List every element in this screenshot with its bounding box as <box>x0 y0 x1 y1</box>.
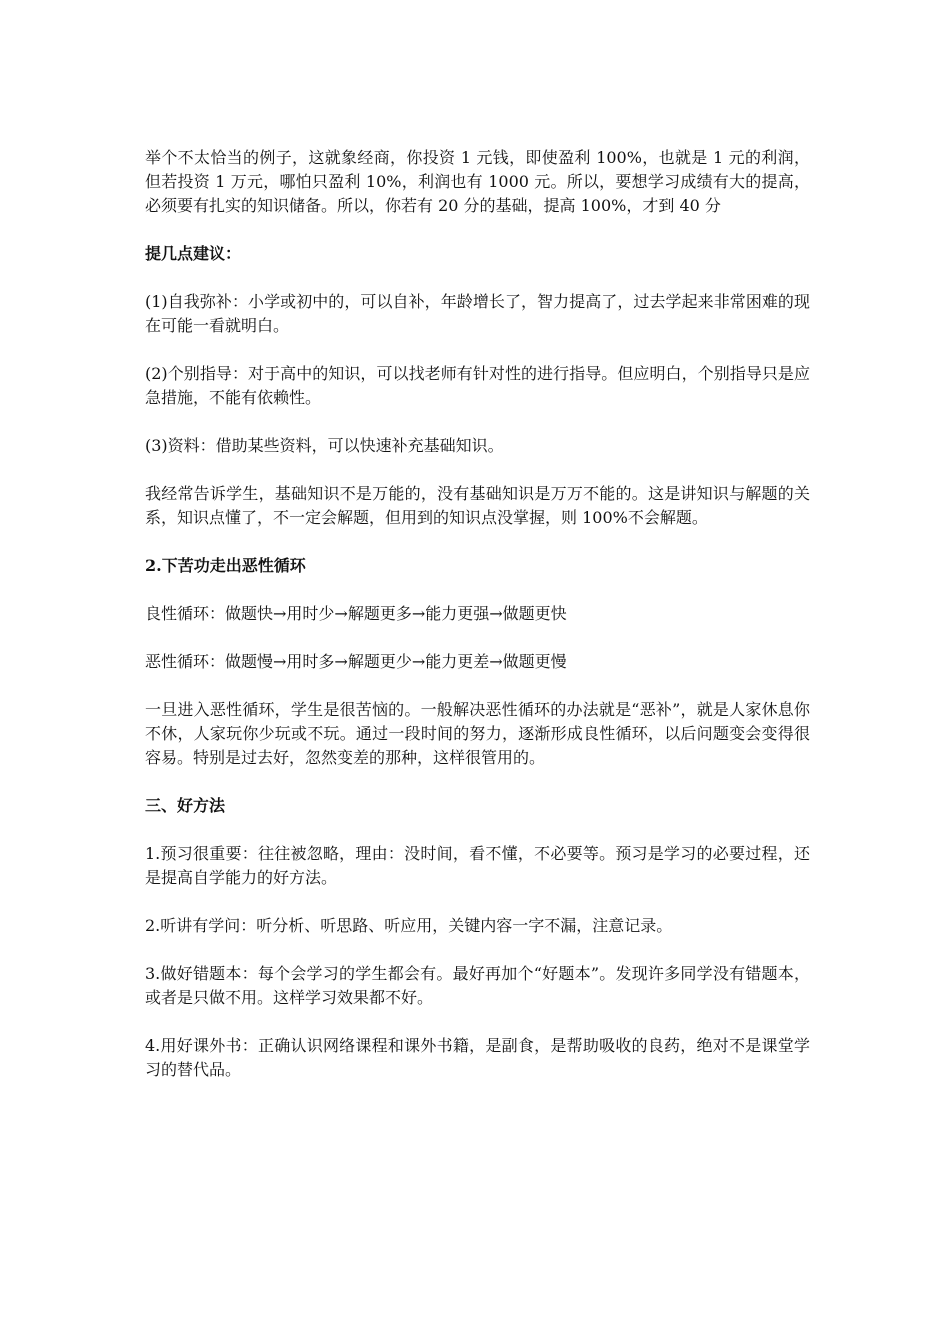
heading-suggestions: 提几点建议： <box>145 244 242 263</box>
paragraph-vicious-cycle: 恶性循环：做题慢→用时多→解题更少→能力更差→做题更慢 <box>145 652 567 671</box>
paragraph-preview: 1.预习很重要：往往被忽略，理由：没时间，看不懂，不必要等。预习是学习的必要过程，还是提高自学能力的好方法。 <box>145 844 810 887</box>
paragraph-extracurricular: 4.用好课外书：正确认识网络课程和课外书籍，是副食，是帮助吸收的良药，绝对不是课堂学习的替代品。 <box>145 1036 810 1079</box>
paragraph-escape-cycle: 一旦进入恶性循环，学生是很苦恼的。一般解决恶性循环的办法就是“恶补”，就是人家休息你不休，人家玩你少玩或不玩。通过一段时间的努力，逐渐形成良性循环，以后问题变会变得很容易。特别是过去好，忽然变差的那种，这样很管用的。 <box>145 700 810 767</box>
paragraph-materials: (3)资料：借助某些资料，可以快速补充基础知识。 <box>145 436 504 455</box>
paragraph-virtuous-cycle: 良性循环：做题快→用时少→解题更多→能力更强→做题更快 <box>145 604 567 623</box>
paragraph-basic-knowledge: 我经常告诉学生，基础知识不是万能的，没有基础知识是万万不能的。这是讲知识与解题的关系，知识点懂了，不一定会解题，但用到的知识点没掌握，则 100%不会解题。 <box>145 484 810 527</box>
paragraph-self-study: (1)自我弥补：小学或初中的，可以自补，年龄增长了，智力提高了，过去学起来非常困难的现在可能一看就明白。 <box>145 292 810 335</box>
paragraph-individual-guidance: (2)个别指导：对于高中的知识，可以找老师有针对性的进行指导。但应明白，个别指导只是应急措施，不能有依赖性。 <box>145 364 810 407</box>
heading-good-methods: 三、好方法 <box>145 796 226 815</box>
heading-vicious-cycle: 2.下苦功走出恶性循环 <box>145 556 306 575</box>
paragraph-error-notebook: 3.做好错题本：每个会学习的学生都会有。最好再加个“好题本”。发现许多同学没有错题本，或者是只做不用。这样学习效果都不好。 <box>145 964 810 1007</box>
document-page <box>145 146 810 1106</box>
paragraph-listening: 2.听讲有学问：听分析、听思路、听应用，关键内容一字不漏，注意记录。 <box>145 916 673 935</box>
paragraph-investment-example: 举个不太恰当的例子，这就象经商，你投资 1 元钱，即使盈利 100%，也就是 1 元的利润，但若投资 1 万元，哪怕只盈利 10%，利润也有 1000 元。所以，要想学习成绩有大的提高，必须要有扎实的知识储备。所以，你若有 20 分的基础，提高 100%，才到 40 分 <box>145 148 810 215</box>
